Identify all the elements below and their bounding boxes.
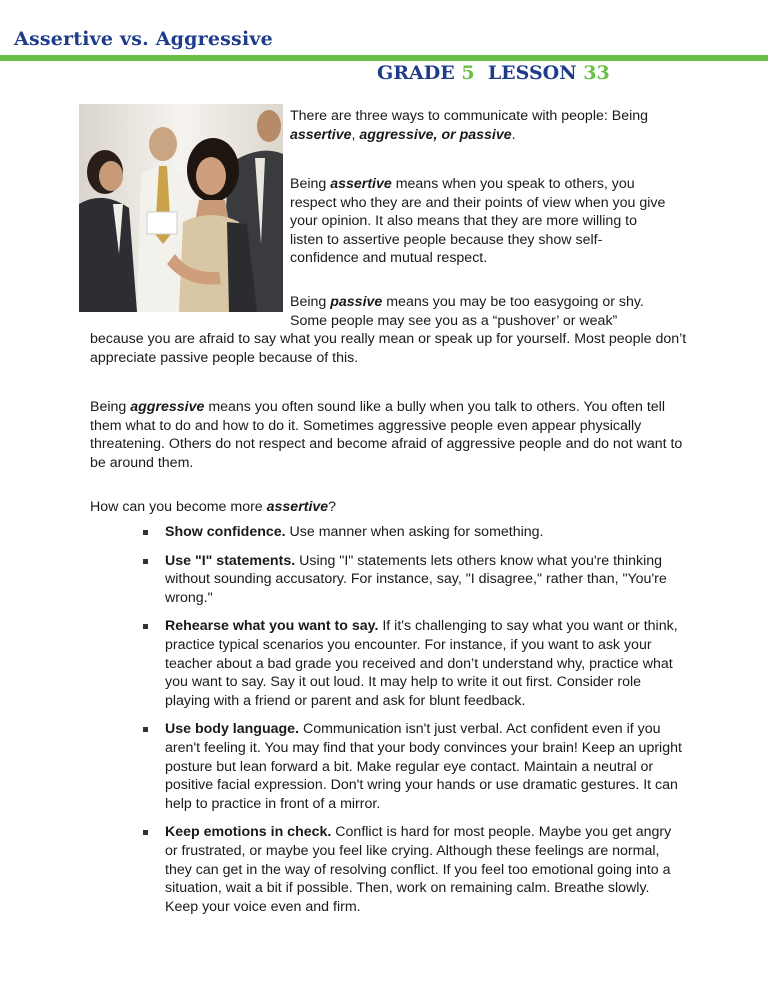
- page-title: Assertive vs. Aggressive: [14, 28, 273, 50]
- assertive-paragraph: [290, 175, 670, 268]
- aggressive-keyword: aggressive: [130, 399, 205, 415]
- passive-paragraph-rest: because you are afraid to say what you really mean or speak up for yourself. Most people don’t appreciate passive people because of this.: [90, 331, 687, 366]
- passive-keyword: passive: [330, 294, 383, 310]
- grade-lesson-heading: [377, 62, 610, 84]
- passive-line-1: [290, 293, 690, 312]
- aggressive-paragraph: [90, 398, 690, 472]
- tip-heading: Keep emotions in check.: [165, 824, 332, 841]
- tip-heading: Use body language.: [165, 721, 300, 738]
- list-item: [140, 552, 685, 608]
- assertive-text: means when you speak to others, you respect who they are and their points of view when you give your opinion. It also means that they are more willing to listen to assertive people because they show self-confidence and mutual respect.: [290, 176, 666, 267]
- tip-heading: Rehearse what you want to say.: [165, 618, 379, 635]
- tip-text: If it's challenging to say what you want or think, practice typical scenarios you encounter. For instance, if you want to ask your teacher about a bad grade you received and don’t understand why, practice what you want to say. Say it out loud. It may help to write it out first. Consider role playing with a friend or parent and ask for blunt feedback.: [165, 618, 678, 709]
- question-line: [90, 498, 690, 517]
- lesson-number: 33: [583, 62, 610, 84]
- tip-text: Use manner when asking for something.: [285, 524, 544, 540]
- tip-heading: Use "I" statements.: [165, 552, 296, 569]
- bullet-icon: [143, 530, 148, 535]
- grade-number: 5: [461, 62, 475, 84]
- intro-aggressive-passive: aggressive, or passive: [359, 126, 512, 143]
- intro-sep: ,: [351, 126, 360, 143]
- passive-line-2: Some people may see you as a “pushover’ or weak”: [290, 312, 618, 329]
- bullet-icon: [143, 559, 148, 564]
- grade-label: GRADE: [377, 62, 455, 84]
- intro-end: .: [511, 126, 516, 143]
- passive-line1-text: means you may be too easygoing or shy.: [382, 294, 644, 310]
- tip-text: Communication isn't just verbal. Act confident even if you aren't feeling it. You may find that your body convinces your brain! Keep an upright posture but lean forward a bit. Make regular eye contact. Maintain a neutral or positive facial expression. Don't wring your hands or use dramatic gestures. It can help to practice in front of a mirror.: [165, 721, 682, 812]
- list-item: [140, 617, 685, 710]
- lesson-label: LESSON: [487, 62, 577, 84]
- tip-text: Conflict is hard for most people. Maybe you get angry or frustrated, or maybe you feel like crying. Although these feelings are normal, they can get in the way of resolving conflict. If you feel too emotional going into a situation, wait a bit if possible. Then, work on remaining calm. Breathe slowly. Keep your voice even and firm.: [165, 824, 672, 915]
- aggressive-text: means you often sound like a bully when you talk to others. You often tell them what to do and how to do it. Sometimes aggressive people even appear physically threatening. Others do not respect and become afraid of aggressive people and do not want to be around them.: [90, 399, 683, 471]
- passive-paragraph-head: [290, 293, 690, 330]
- aggressive-prefix: Being: [90, 399, 131, 415]
- passive-prefix: Being: [290, 294, 331, 310]
- question-suffix: ?: [328, 499, 337, 515]
- bullet-icon: [143, 727, 148, 732]
- bullet-icon: [143, 624, 148, 629]
- business-people-photo: [79, 104, 283, 312]
- intro-text: There are three ways to communicate with people: Being: [290, 108, 649, 124]
- assertive-keyword: assertive: [330, 176, 392, 192]
- tips-list: [140, 523, 685, 926]
- list-item: [140, 523, 685, 542]
- tip-text: Using "I" statements lets others know what you're thinking without sounding accusatory. For instance, say, "I disagree," rather than, "You're wrong.": [165, 552, 667, 606]
- assertive-prefix: Being: [290, 176, 331, 192]
- tip-heading: Show confidence.: [165, 524, 286, 540]
- list-item: [140, 720, 685, 813]
- question-prefix: How can you become more: [90, 499, 267, 515]
- conversation-illustration-icon: [79, 104, 283, 312]
- list-item: [140, 823, 685, 916]
- title-divider: [0, 55, 768, 61]
- intro-paragraph: [290, 107, 670, 144]
- intro-assertive: assertive: [290, 126, 352, 143]
- question-keyword: assertive: [266, 499, 329, 515]
- bullet-icon: [143, 830, 148, 835]
